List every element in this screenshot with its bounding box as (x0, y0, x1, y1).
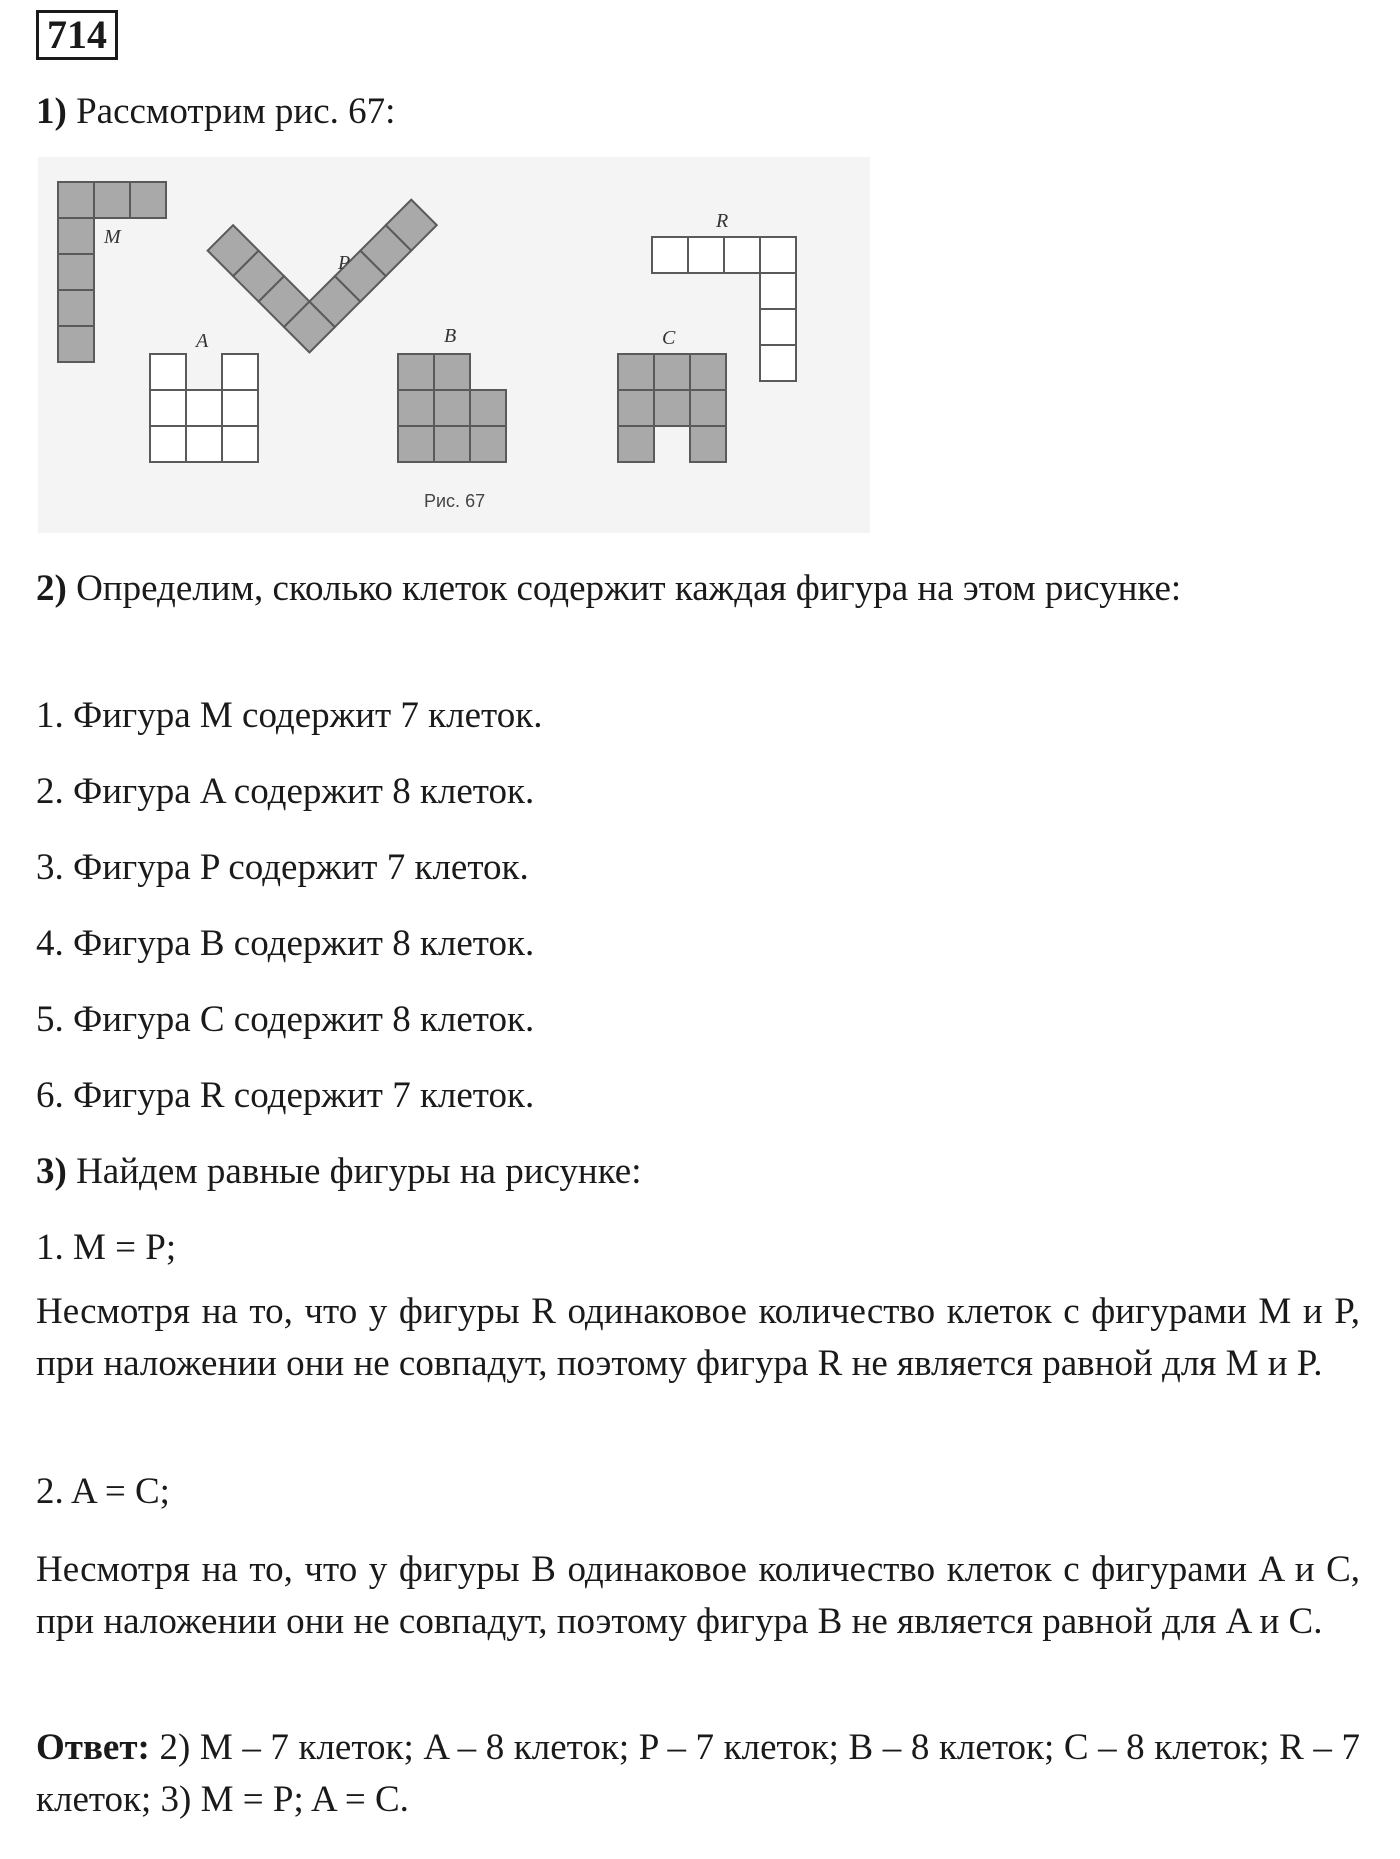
step-1 (36, 86, 1360, 138)
step-1-text: Рассмотрим рис. 67: (66, 91, 396, 132)
answer (36, 1722, 1360, 1826)
note-1: Несмотря на то, что у фигуры R одинаковое количество клеток с фигурами M и P, при наложении они не совпадут, поэтому фигура R не является равной для M и P. (36, 1291, 1360, 1384)
step-3 (36, 1146, 1360, 1198)
note-2: Несмотря на то, что у фигуры B одинаковое количество клеток с фигурами A и C, при наложении они не совпадут, поэтому фигура B не является равной для A и C. (36, 1549, 1360, 1642)
equality-1: 1. M = P; (36, 1227, 177, 1268)
count-b: 4. Фигура B содержит 8 клеток. (36, 923, 535, 964)
equality-2: 2. A = C; (36, 1471, 170, 1512)
label-b: B (444, 325, 457, 347)
count-m: 1. Фигура M содержит 7 клеток. (36, 695, 543, 736)
step-3-number: 3) (36, 1151, 67, 1192)
answer-text: 2) M – 7 клеток; A – 8 клеток; P – 7 клеток; B – 8 клеток; C – 8 клеток; R – 7 клеток; 3) M = P; A = C. (36, 1727, 1360, 1820)
label-a: A (196, 330, 209, 352)
task-number: 714 (36, 10, 118, 60)
step-3-text: Найдем равные фигуры на рисунке: (66, 1151, 642, 1192)
label-p: P (338, 252, 351, 274)
step-2-number: 2) (36, 568, 67, 609)
count-c: 5. Фигура C содержит 8 клеток. (36, 999, 535, 1040)
label-c: C (662, 327, 676, 349)
count-a: 2. Фигура A содержит 8 клеток. (36, 771, 535, 812)
count-p: 3. Фигура P содержит 7 клеток. (36, 847, 529, 888)
answer-label: Ответ: (36, 1727, 150, 1768)
label-m: M (104, 226, 121, 248)
count-r: 6. Фигура R содержит 7 клеток. (36, 1075, 535, 1116)
step-1-number: 1) (36, 91, 67, 132)
figure-caption: Рис. 67 (424, 491, 486, 511)
step-2 (36, 563, 1360, 615)
label-r: R (716, 210, 729, 232)
figure-67 (38, 157, 870, 533)
step-2-text: Определим, сколько клеток содержит каждая фигура на этом рисунке: (66, 568, 1182, 609)
